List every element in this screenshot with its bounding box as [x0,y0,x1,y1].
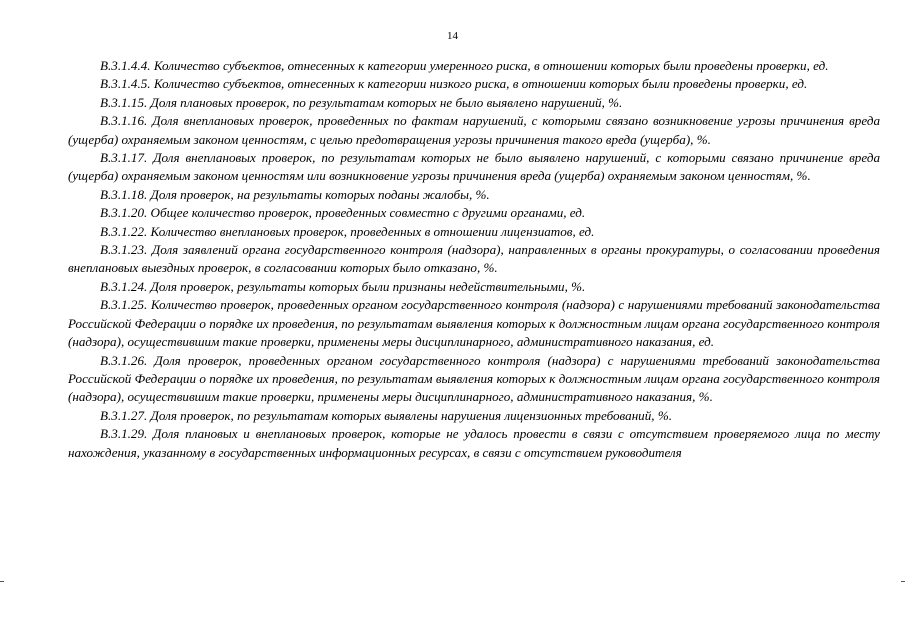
right-edge-mark [901,581,905,582]
paragraph-3-1-4-4: В.3.1.4.4. Количество субъектов, отнесенных к категории умеренного риска, в отношении которых были проведены проверки, ед. [100,58,829,73]
paragraph-3-1-23: В.3.1.23. Доля заявлений органа государственного контроля (надзора), направленных в органы прокуратуры, о согласовании проведения внеплановых выездных проверок, в согласовании которых было отказано, %. [68,242,880,276]
paragraph-3-1-26: В.3.1.26. Доля проверок, проведенных органом государственного контроля (надзора) с нарушениями требований законодательства Российской Федерации о порядке их проведения, по результатам выявления которых к должностным лицам органа государственного контроля (надзора), осуществившим такие проверки, применены меры дисциплинарного, административного наказания, %. [68,352,880,405]
paragraph-3-1-27: В.3.1.27. Доля проверок, по результатам которых выявлены нарушения лицензионных требований, %. [100,407,673,423]
page-number: 14 [447,30,458,42]
paragraph-3-1-15: В.3.1.15. Доля плановых проверок, по результатам которых не было выявлено нарушений, %. [100,94,623,110]
paragraph-3-1-29: В.3.1.29. Доля плановых и внеплановых проверок, которые не удалось провести в связи с отсутствием проверяемого лица по месту нахождения, указанному в государственных информационных ресурсах, в связи с отсутствием руководителя [68,426,880,460]
paragraph-3-1-25: В.3.1.25. Количество проверок, проведенных органом государственного контроля (надзора) с нарушениями требований законодательства Российской Федерации о порядке их проведения, по результатам выявления которых к должностным лицам органа государственного контроля (надзора), осуществившим такие проверки, применены меры дисциплинарного, административного наказания, ед. [68,297,880,350]
left-edge-mark [0,581,4,582]
paragraph-3-1-20: В.3.1.20. Общее количество проверок, проведенных совместно с другими органами, ед. [100,205,586,221]
paragraph-3-1-22: В.3.1.22. Количество внеплановых проверок, проведенных в отношении лицензиатов, ед. [100,223,595,239]
document-body [68,57,880,462]
paragraph-3-1-24: В.3.1.24. Доля проверок, результаты которых были признаны недействительными, %. [100,278,586,294]
paragraph-3-1-16: В.3.1.16. Доля внеплановых проверок, проведенных по фактам нарушений, с которыми связано возникновение угрозы причинения вреда (ущерба) охраняемым законом ценностям, с целью предотвращения угрозы причинения такого вреда (ущерба), %. [68,113,880,147]
paragraph-3-1-17: В.3.1.17. Доля внеплановых проверок, по результатам которых не было выявлено нарушений, с которыми связано причинение вреда (ущерба) охраняемым законом ценностям или возникновение угрозы причинения вреда (ущерба) охраняемым законом ценностям, %. [68,150,880,184]
paragraph-3-1-18: В.3.1.18. Доля проверок, на результаты которых поданы жалобы, %. [100,186,490,202]
paragraph-3-1-4-5: В.3.1.4.5. Количество субъектов, отнесенных к категории низкого риска, в отношении которых были проведены проверки, ед. [100,76,808,92]
